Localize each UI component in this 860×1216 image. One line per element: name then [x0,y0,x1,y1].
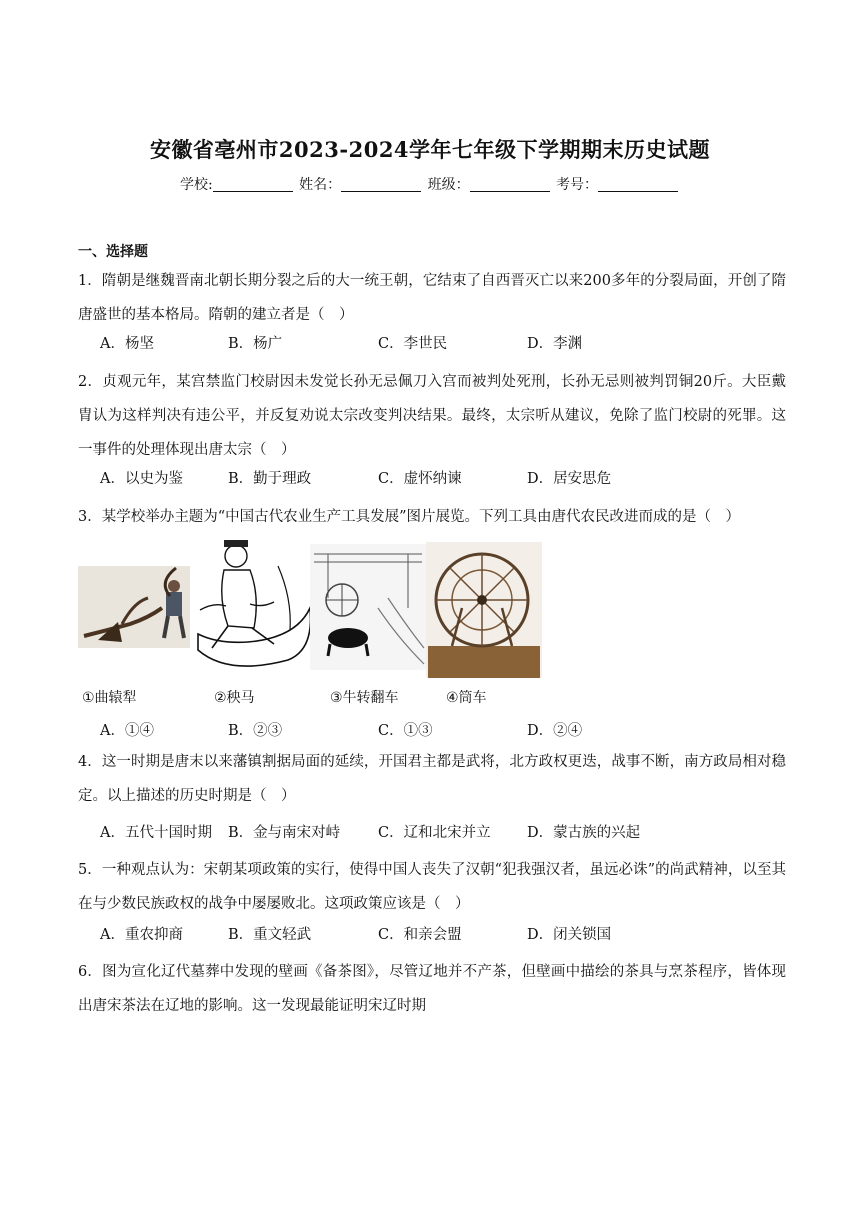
farm-tools-figure [78,538,543,708]
question-2-options [100,467,790,497]
exam-number-blank [598,177,678,192]
school-label: 学校: [179,177,213,193]
caption-ox-waterwheel: ③牛转翻车 [330,690,399,706]
option-b[interactable]: B．勤于理政 [228,471,312,487]
question-2-text: 2．贞观元年，某宫禁监门校尉因未发觉长孙无忌佩刀入宫而被判处死刑，长孙无忌则被判罚铜20斤。大臣戴胄认为这样判决有违公平，并反复劝说太宗改变判决结果。最终，太宗听从建议，免除了监门校尉的死罪。这一事件的处理体现出唐太宗（ ） [78,374,786,458]
option-a[interactable]: A．①④ [100,723,154,739]
option-d[interactable]: D．居安思危 [527,471,612,487]
option-a[interactable]: A．五代十国时期 [100,825,212,841]
option-b[interactable]: B．重文轻武 [228,927,312,943]
option-d[interactable]: D．蒙古族的兴起 [527,825,641,841]
option-b[interactable]: B．金与南宋对峙 [228,825,341,841]
question-1-options [100,332,790,362]
option-c[interactable]: C．辽和北宋并立 [378,825,491,841]
class-label: 班级： [427,177,470,193]
question-1-text: 1．隋朝是继魏晋南北朝长期分裂之后的大一统王朝，它结束了自西晋灭亡以来200多年的分裂局面，开创了隋唐盛世的基本格局。隋朝的建立者是（ ） [78,273,786,323]
name-label: 姓名： [299,177,342,193]
option-d[interactable]: D．②④ [527,723,583,739]
option-c[interactable]: C．虚怀纳谏 [378,471,462,487]
seedling-horse-image [198,540,311,666]
option-b[interactable]: B．杨广 [228,336,283,352]
option-d[interactable]: D．李渊 [527,336,583,352]
option-c[interactable]: C．李世民 [378,336,448,352]
question-5-options [100,923,790,953]
student-info-line [0,174,860,194]
question-4-options [100,821,790,851]
name-blank [341,177,421,192]
curved-plough-image [78,566,190,648]
option-a[interactable]: A．重农抑商 [100,927,183,943]
option-c[interactable]: C．①③ [378,723,433,739]
class-blank [470,177,550,192]
caption-seedling-horse: ②秧马 [214,690,255,706]
option-c[interactable]: C．和亲会盟 [378,927,462,943]
farm-tools-illustrations [78,538,543,683]
ox-waterwheel-image [310,544,426,670]
school-blank [213,177,293,192]
tube-waterwheel-image [426,542,542,678]
exam-title: 安徽省亳州市2023-2024学年七年级下学期期末历史试题 [149,137,711,162]
question-6-text: 6．图为宣化辽代墓葬中发现的壁画《备茶图》，尽管辽地并不产茶，但壁画中描绘的茶具与烹茶程序，皆体现出唐宋茶法在辽地的影响。这一发现最能证明宋辽时期 [78,964,786,1014]
question-5-text: 5．一种观点认为：宋朝某项政策的实行，使得中国人丧失了汉朝“犯我强汉者，虽远必诛”的尚武精神，以至其在与少数民族政权的战争中屡屡败北。这项政策应该是（ ） [78,862,786,912]
exam-number-label: 考号： [556,177,599,193]
caption-tube-waterwheel: ④筒车 [446,690,487,706]
section-heading: 一、选择题 [78,244,148,260]
caption-curved-plough: ①曲辕犁 [82,690,137,706]
question-3-text: 3．某学校举办主题为“中国古代农业生产工具发展”图片展览。下列工具由唐代农民改进而成的是（ ） [78,509,741,525]
option-b[interactable]: B．②③ [228,723,283,739]
option-a[interactable]: A．以史为鉴 [100,471,183,487]
option-d[interactable]: D．闭关锁国 [527,927,612,943]
question-4-text: 4．这一时期是唐末以来藩镇割据局面的延续，开国君主都是武将，北方政权更迭，战事不断，南方政局相对稳定。以上描述的历史时期是（ ） [78,754,786,804]
option-a[interactable]: A．杨坚 [100,336,154,352]
